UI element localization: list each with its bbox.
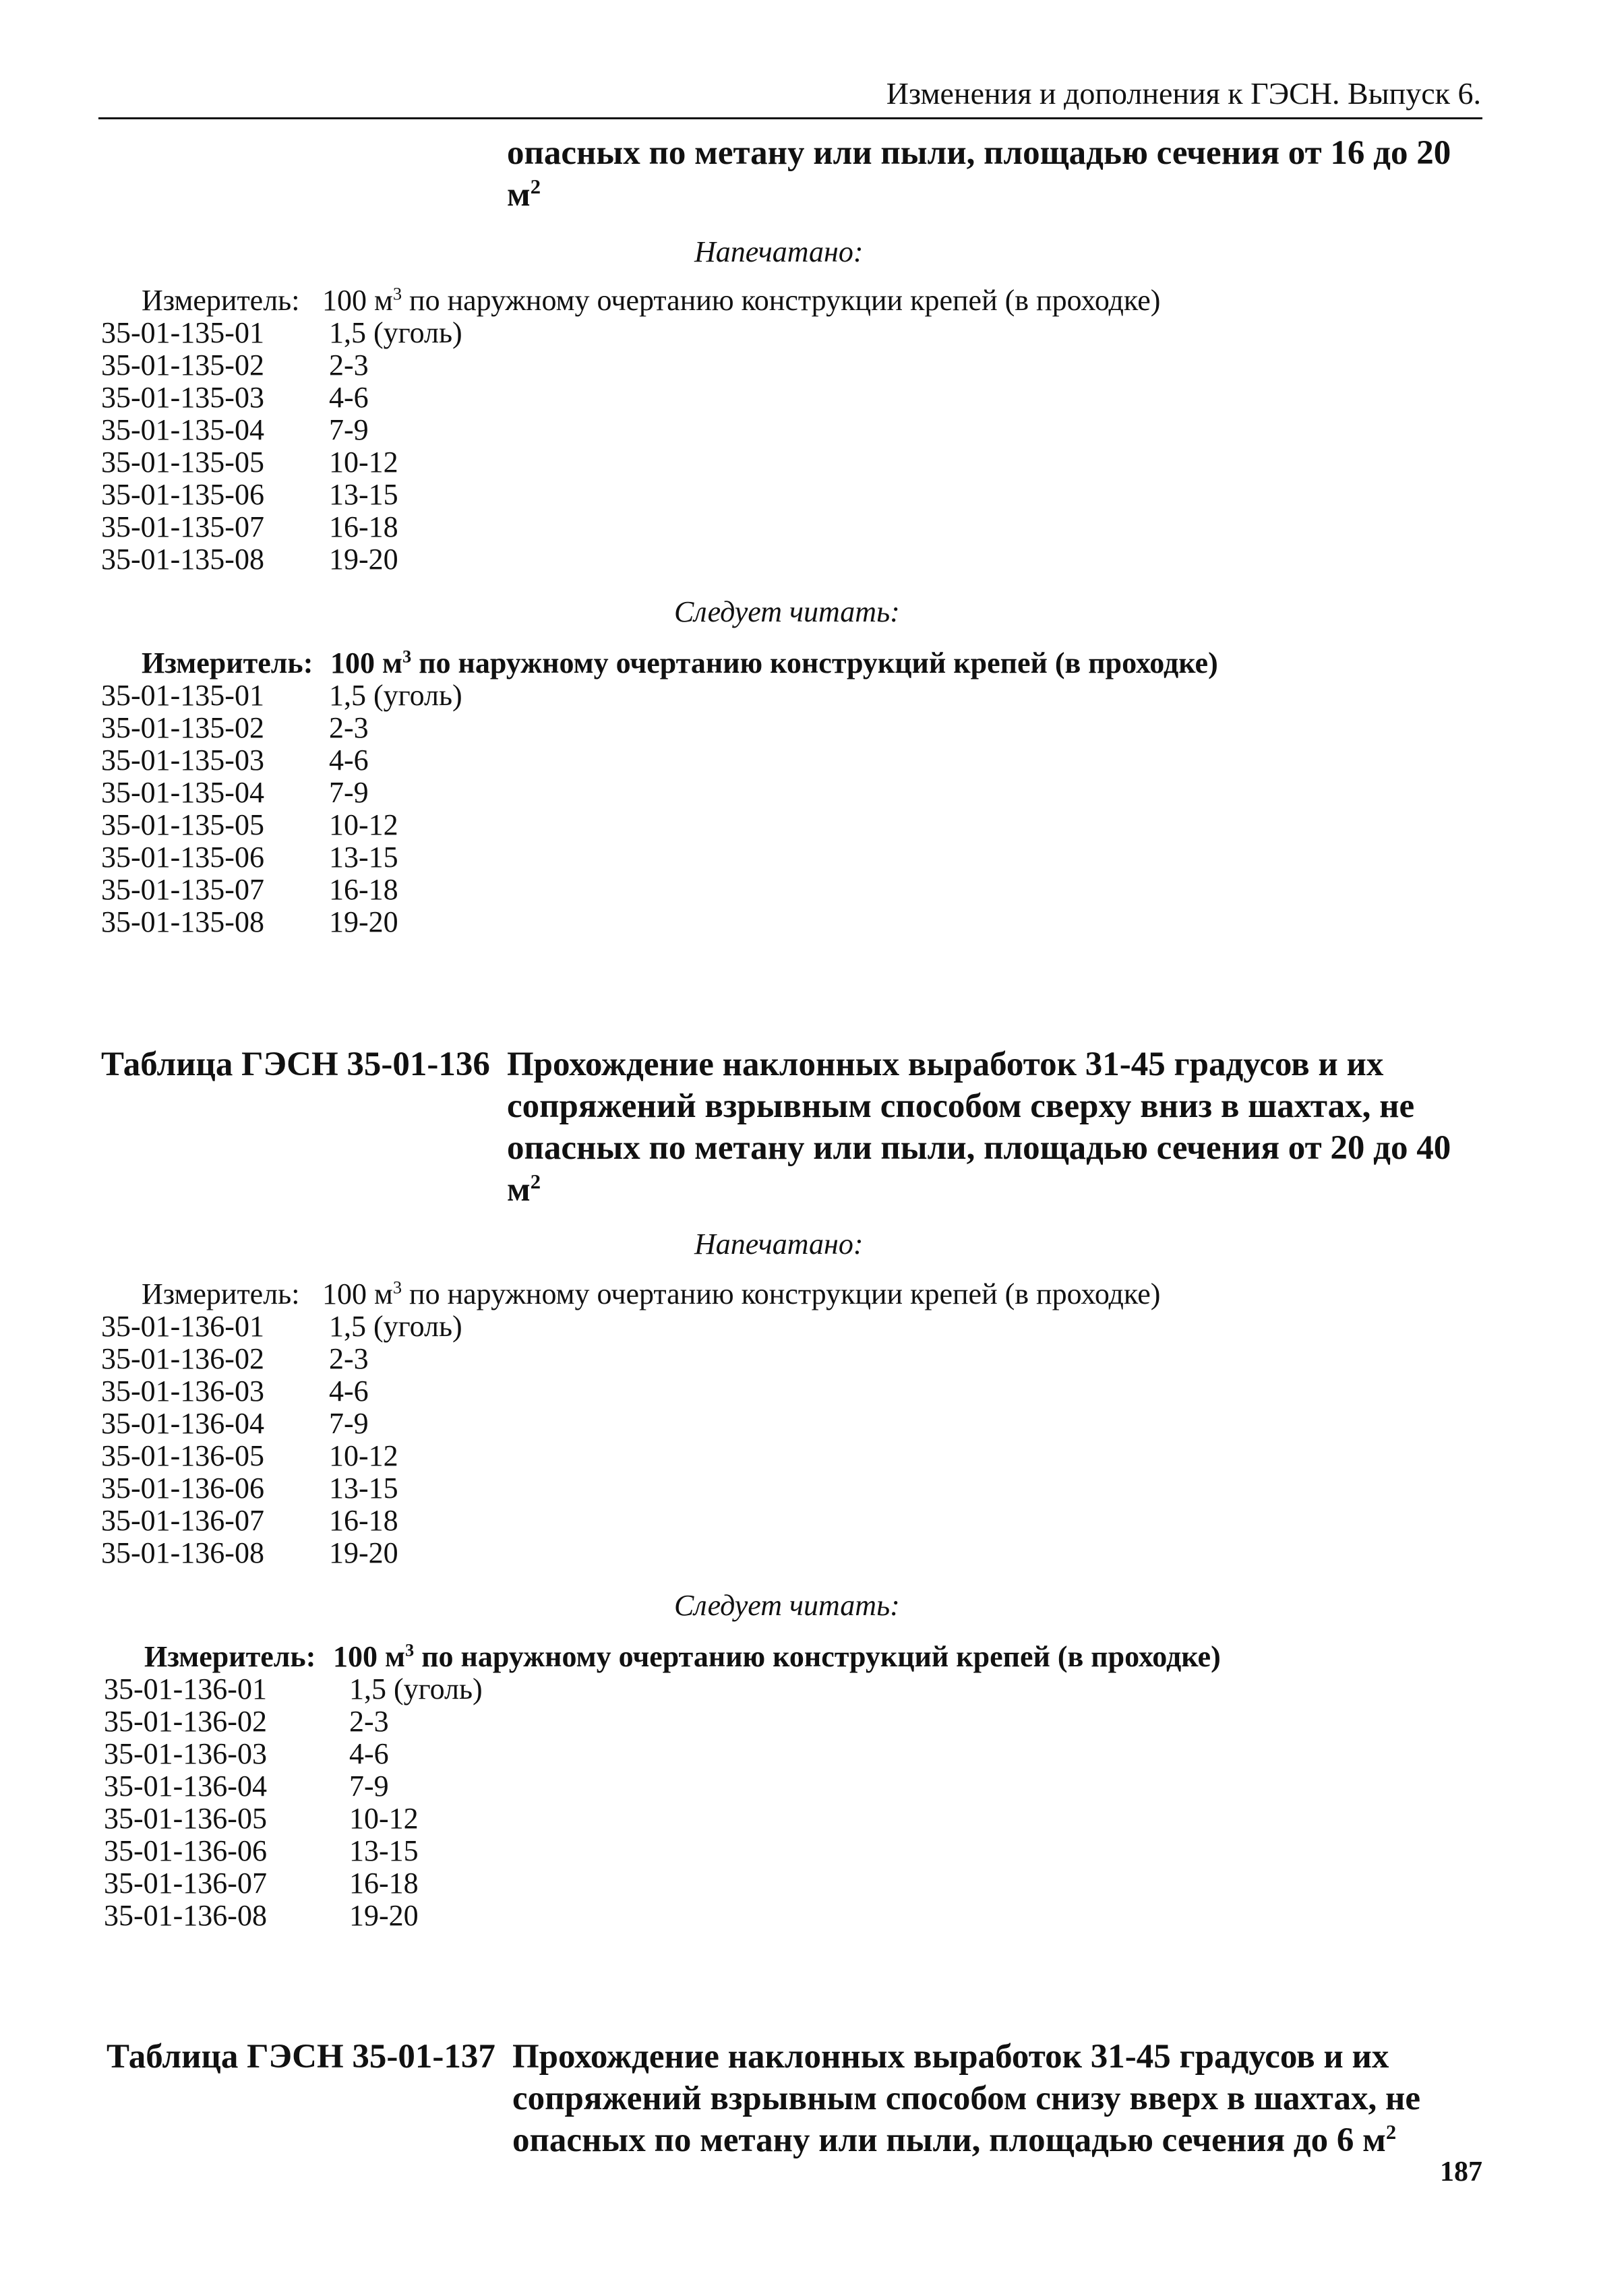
row-value: 2-3	[329, 1342, 369, 1375]
printed-label-2: Напечатано:	[694, 1228, 864, 1261]
row-value: 4-6	[329, 744, 369, 777]
row-value: 16-18	[349, 1867, 419, 1900]
table-row	[101, 348, 910, 380]
table-row	[101, 542, 910, 574]
header-rule	[98, 117, 1482, 119]
table-row	[101, 1374, 910, 1406]
row-code: 35-01-136-05	[104, 1802, 267, 1835]
row-value: 4-6	[349, 1737, 389, 1770]
row-code: 35-01-136-02	[104, 1705, 267, 1738]
table-row	[101, 711, 910, 743]
row-value: 1,5 (уголь)	[329, 679, 462, 712]
row-code: 35-01-135-02	[101, 349, 264, 382]
table-137-line3: опасных по метану или пыли, площадью сечения до 6 $м^2$	[512, 2121, 1397, 2159]
continued-title-line2: $м^2$	[507, 175, 541, 214]
continued-title	[507, 132, 1451, 216]
row-value: 16-18	[329, 1504, 398, 1537]
row-code: 35-01-135-01	[101, 679, 264, 712]
printed-label-1: Напечатано:	[694, 235, 864, 268]
row-value: 10-12	[349, 1802, 419, 1835]
row-code: 35-01-135-07	[101, 873, 264, 906]
row-value: 13-15	[349, 1834, 419, 1867]
row-value: 13-15	[329, 1472, 398, 1505]
table-row	[104, 1704, 913, 1736]
printed-measure-text-1: 100 $м^3$ по наружному очертанию конструкции крепей (в проходке)	[322, 283, 1161, 317]
row-value: 16-18	[329, 510, 398, 543]
table-row	[104, 1898, 913, 1931]
table-row	[104, 1834, 913, 1866]
printed-measure-1: Измеритель:	[142, 284, 300, 317]
row-code: 35-01-135-05	[101, 446, 264, 479]
read-measure-text-1: 100 $м^3$ по наружному очертанию конструкций крепей (в проходке)	[330, 646, 1218, 679]
row-value: 2-3	[329, 349, 369, 382]
row-value: 10-12	[329, 1439, 398, 1472]
row-code: 35-01-136-06	[104, 1834, 267, 1867]
table-row	[101, 1503, 910, 1536]
row-code: 35-01-136-06	[101, 1472, 264, 1505]
row-code: 35-01-135-03	[101, 381, 264, 414]
table-136-title	[507, 1044, 1451, 1211]
row-value: 19-20	[349, 1899, 419, 1932]
read-measure-2: Измеритель:	[144, 1640, 316, 1673]
table-row	[101, 1406, 910, 1439]
row-code: 35-01-136-03	[101, 1374, 264, 1408]
table-136-line3: опасных по метану или пыли, площадью сечения от 20 до 40	[507, 1129, 1451, 1167]
row-code: 35-01-135-01	[101, 316, 264, 349]
table-row	[101, 380, 910, 413]
table-row	[101, 510, 910, 542]
page-number: 187	[1440, 2156, 1482, 2187]
table-137-line2: сопряжений взрывным способом снизу вверх в шахтах, не	[512, 2080, 1420, 2117]
table-row	[101, 743, 910, 775]
running-header: Изменения и дополнения к ГЭСН. Выпуск 6.	[886, 76, 1481, 111]
row-code: 35-01-136-05	[101, 1439, 264, 1472]
table-row	[101, 1439, 910, 1471]
table-row	[101, 413, 910, 445]
table-136-line4: $м^2$	[507, 1170, 541, 1209]
printed-rows-1	[101, 315, 910, 574]
table-row	[101, 1536, 910, 1568]
table-row	[101, 477, 910, 510]
row-value: 19-20	[329, 1536, 398, 1569]
row-code: 35-01-135-04	[101, 413, 264, 446]
table-136-label: Таблица ГЭСН 35-01-136	[101, 1046, 490, 1083]
table-row	[101, 808, 910, 840]
row-code: 35-01-136-03	[104, 1737, 267, 1770]
table-row	[101, 1309, 910, 1341]
table-136-line1: Прохождение наклонных выработок 31-45 градусов и их	[507, 1046, 1384, 1083]
read-measure-1: Измеритель:	[142, 646, 313, 679]
table-row	[101, 315, 910, 348]
continued-title-line1: опасных по метану или пыли, площадью сечения от 16 до 20	[507, 134, 1451, 172]
table-row	[104, 1801, 913, 1834]
row-value: 4-6	[329, 381, 369, 414]
row-value: 19-20	[329, 905, 398, 938]
row-value: 19-20	[329, 543, 398, 576]
table-row	[104, 1769, 913, 1801]
table-row	[104, 1736, 913, 1769]
row-value: 13-15	[329, 478, 398, 511]
row-code: 35-01-136-08	[101, 1536, 264, 1569]
table-row	[101, 445, 910, 477]
row-value: 1,5 (уголь)	[329, 316, 462, 349]
row-code: 35-01-135-07	[101, 510, 264, 543]
table-row	[104, 1672, 913, 1704]
row-value: 2-3	[349, 1705, 389, 1738]
row-code: 35-01-136-04	[104, 1770, 267, 1803]
table-row	[101, 678, 910, 711]
row-value: 2-3	[329, 711, 369, 744]
row-code: 35-01-135-08	[101, 543, 264, 576]
row-value: 7-9	[349, 1770, 389, 1803]
printed-rows-2	[101, 1309, 910, 1568]
row-code: 35-01-136-07	[101, 1504, 264, 1537]
row-value: 1,5 (уголь)	[329, 1310, 462, 1343]
row-value: 16-18	[329, 873, 398, 906]
read-rows-1	[101, 678, 910, 937]
table-row	[104, 1866, 913, 1898]
row-code: 35-01-136-07	[104, 1867, 267, 1900]
table-row	[101, 1341, 910, 1374]
row-code: 35-01-136-04	[101, 1407, 264, 1440]
row-code: 35-01-135-04	[101, 776, 264, 809]
table-row	[101, 872, 910, 905]
row-code: 35-01-135-06	[101, 841, 264, 874]
row-code: 35-01-136-08	[104, 1899, 267, 1932]
read-rows-2	[104, 1672, 913, 1931]
read-label-2: Следует читать:	[674, 1589, 900, 1622]
table-136-line2: сопряжений взрывным способом сверху вниз в шахтах, не	[507, 1087, 1415, 1125]
row-value: 1,5 (уголь)	[349, 1672, 483, 1705]
row-value: 4-6	[329, 1374, 369, 1408]
table-137-line1: Прохождение наклонных выработок 31-45 градусов и их	[512, 2038, 1389, 2076]
printed-measure-2: Измеритель:	[142, 1277, 300, 1310]
row-code: 35-01-135-06	[101, 478, 264, 511]
row-value: 7-9	[329, 1407, 369, 1440]
row-code: 35-01-136-01	[104, 1672, 267, 1705]
row-code: 35-01-135-03	[101, 744, 264, 777]
table-row	[101, 905, 910, 937]
read-measure-text-2: 100 $м^3$ по наружному очертанию конструкций крепей (в проходке)	[333, 1639, 1221, 1673]
row-code: 35-01-136-01	[101, 1310, 264, 1343]
row-value: 13-15	[329, 841, 398, 874]
row-code: 35-01-136-02	[101, 1342, 264, 1375]
table-row	[101, 775, 910, 808]
row-value: 10-12	[329, 446, 398, 479]
row-value: 7-9	[329, 776, 369, 809]
row-code: 35-01-135-02	[101, 711, 264, 744]
table-137-title	[512, 2036, 1420, 2161]
row-code: 35-01-135-08	[101, 905, 264, 938]
row-code: 35-01-135-05	[101, 808, 264, 841]
printed-measure-text-2: 100 $м^3$ по наружному очертанию конструкции крепей (в проходке)	[322, 1277, 1161, 1310]
table-137-label: Таблица ГЭСН 35-01-137	[107, 2038, 495, 2076]
table-row	[101, 840, 910, 872]
row-value: 7-9	[329, 413, 369, 446]
table-row	[101, 1471, 910, 1503]
row-value: 10-12	[329, 808, 398, 841]
read-label-1: Следует читать:	[674, 595, 900, 628]
